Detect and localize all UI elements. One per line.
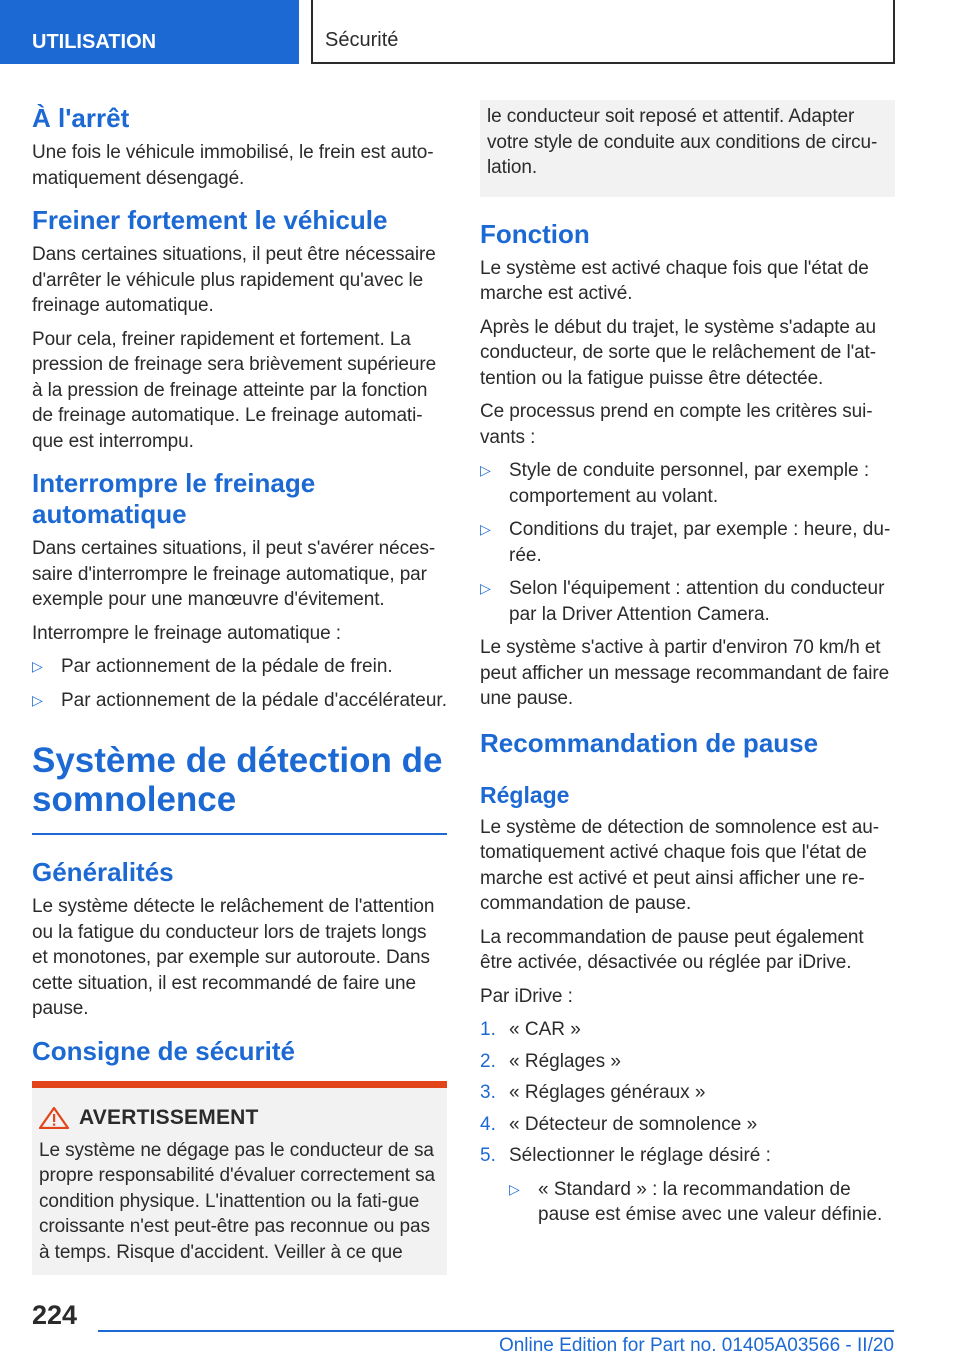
list-item — [480, 517, 895, 568]
triangle-bullet-icon: ▷ — [480, 462, 491, 478]
triangle-bullet-icon: ▷ — [509, 1180, 520, 1197]
heading-consigne: Consigne de sécurité — [32, 1035, 295, 1066]
list-item — [32, 654, 447, 680]
step-text: « Réglages » — [509, 1050, 621, 1072]
numbered-step — [480, 1112, 895, 1138]
footer-rule — [98, 1330, 894, 1332]
chapter-title: Sécurité — [311, 0, 895, 64]
heading-a-larret: À l'arrêt — [32, 103, 130, 133]
edition-note: Online Edition for Part no. 01405A03566 - II/20 — [498, 1335, 894, 1356]
step-number: 5. — [480, 1145, 496, 1166]
list-item-text: Conditions du trajet, par exemple : heure, du-rée. — [509, 519, 891, 566]
bullet-list — [32, 654, 447, 713]
warning-box-continued — [480, 100, 895, 197]
paragraph: Une fois le véhicule immobilisé, le frein est auto-matiquement désengagé. — [32, 142, 434, 189]
heading-interrompre: Interrompre le freinage automatique — [32, 468, 316, 529]
paragraph: Le système de détection de somnolence est au-tomatiquement activé chaque fois que l'état de marche est activé et peut ainsi afficher une re-commandation de pause. — [480, 816, 879, 914]
paragraph: Le système est activé chaque fois que l'état de marche est activé. — [480, 257, 869, 304]
list-item — [32, 688, 447, 714]
paragraph: Par iDrive : — [480, 985, 573, 1007]
list-item — [480, 458, 895, 509]
paragraph: Le système détecte le relâchement de l'attention ou la fatigue du conducteur lors de trajets longs et monotones, par exemple sur autoroute. Dans cette situation, il est recommandé de faire une pause. — [32, 896, 435, 1019]
numbered-step — [480, 1017, 895, 1043]
left-column — [32, 100, 447, 1275]
heading-freiner: Freiner fortement le véhicule — [32, 205, 388, 235]
step-number: 2. — [480, 1050, 496, 1072]
heading-recommandation: Recommandation de pause — [480, 727, 819, 758]
step-number: 3. — [480, 1082, 496, 1103]
bullet-list — [480, 458, 895, 627]
paragraph: Dans certaines situations, il peut être nécessaire d'arrêter le véhicule plus rapidement qu'avec le freinage automatique. — [32, 244, 436, 316]
section-interrompre — [32, 468, 447, 713]
heading-generalites: Généralités — [32, 857, 174, 887]
list-item-text: Par actionnement de la pédale de frein. — [61, 656, 393, 677]
step-text: Sélectionner le réglage désiré : — [509, 1145, 771, 1166]
list-item-text: Selon l'équipement : attention du conducteur par la Driver Attention Camera. — [509, 578, 885, 625]
heading-rule — [32, 833, 447, 835]
step-text: « CAR » — [509, 1019, 581, 1040]
section-recommandation — [480, 728, 895, 1228]
section-freiner — [32, 205, 447, 454]
step-text: « Détecteur de somnolence » — [509, 1113, 758, 1135]
paragraph: Ce processus prend en compte les critères sui-vants : — [480, 401, 873, 448]
warning-text: Le système ne dégage pas le conducteur de sa propre responsabilité d'évaluer correctement sa condition physique. L'inattention ou la fati-gue croissante n'est peut-être pas reconnue ou pas à temps. Risque d'accident. Veiller à ce que — [39, 1139, 436, 1263]
triangle-bullet-icon: ▷ — [480, 580, 491, 596]
warning-triangle-icon — [39, 1107, 69, 1129]
warning-title: AVERTISSEMENT — [79, 1105, 259, 1129]
page-number: 224 — [32, 1300, 78, 1330]
paragraph: Dans certaines situations, il peut s'avérer néces-saire d'interrompre le freinage automatique, par exemple pour une manœuvre d'évitement. — [32, 538, 436, 610]
numbered-list — [480, 1017, 895, 1228]
paragraph: Pour cela, freiner rapidement et fortement. La pression de freinage sera brièvement supérieure à la pression de freinage atteinte par la fonction de freinage automatique. Le freinage automati-que est interrompu. — [32, 328, 437, 452]
triangle-bullet-icon: ▷ — [32, 658, 43, 674]
warning-box — [32, 1081, 447, 1276]
heading-systeme: Système de détection de somnolence — [32, 741, 443, 819]
right-column — [480, 100, 895, 1236]
section-fonction — [480, 219, 895, 712]
warning-text-continued: le conducteur soit reposé et attentif. Adapter votre style de conduite aux conditions de circu-lation. — [487, 106, 878, 178]
step-text: « Réglages généraux » — [509, 1082, 706, 1103]
section-tab: UTILISATION — [0, 0, 299, 64]
numbered-step — [480, 1080, 895, 1106]
numbered-step — [480, 1143, 895, 1228]
list-item-text: Style de conduite personnel, par exemple : comportement au volant. — [509, 460, 870, 507]
section-generalites — [32, 857, 447, 1022]
paragraph: Le système s'active à partir d'environ 70 km/h et peut afficher un message recommandant de faire une pause. — [480, 637, 890, 709]
numbered-step — [480, 1049, 895, 1075]
triangle-bullet-icon: ▷ — [32, 691, 43, 708]
heading-reglage: Réglage — [480, 781, 570, 808]
section-consigne — [32, 1036, 447, 1276]
list-item — [509, 1177, 895, 1228]
warning-header — [39, 1106, 439, 1130]
section-a-larret — [32, 103, 447, 191]
paragraph: Après le début du trajet, le système s'adapte au conducteur, de sorte que le relâchement de l'at-tention ou la fatigue puisse être détectée. — [480, 316, 876, 389]
sub-bullet-list — [509, 1177, 895, 1228]
paragraph: La recommandation de pause peut également être activée, désactivée ou réglée par iDrive. — [480, 926, 864, 973]
triangle-bullet-icon: ▷ — [480, 521, 491, 537]
list-item-text: Par actionnement de la pédale d'accélérateur. — [61, 689, 447, 711]
step-number: 4. — [480, 1113, 496, 1135]
step-number: 1. — [480, 1019, 496, 1040]
list-item-text: « Standard » : la recommandation de pause est émise avec une valeur définie. — [538, 1178, 883, 1225]
paragraph: Interrompre le freinage automatique : — [32, 622, 341, 644]
list-item — [480, 576, 895, 627]
heading-fonction: Fonction — [480, 218, 590, 249]
